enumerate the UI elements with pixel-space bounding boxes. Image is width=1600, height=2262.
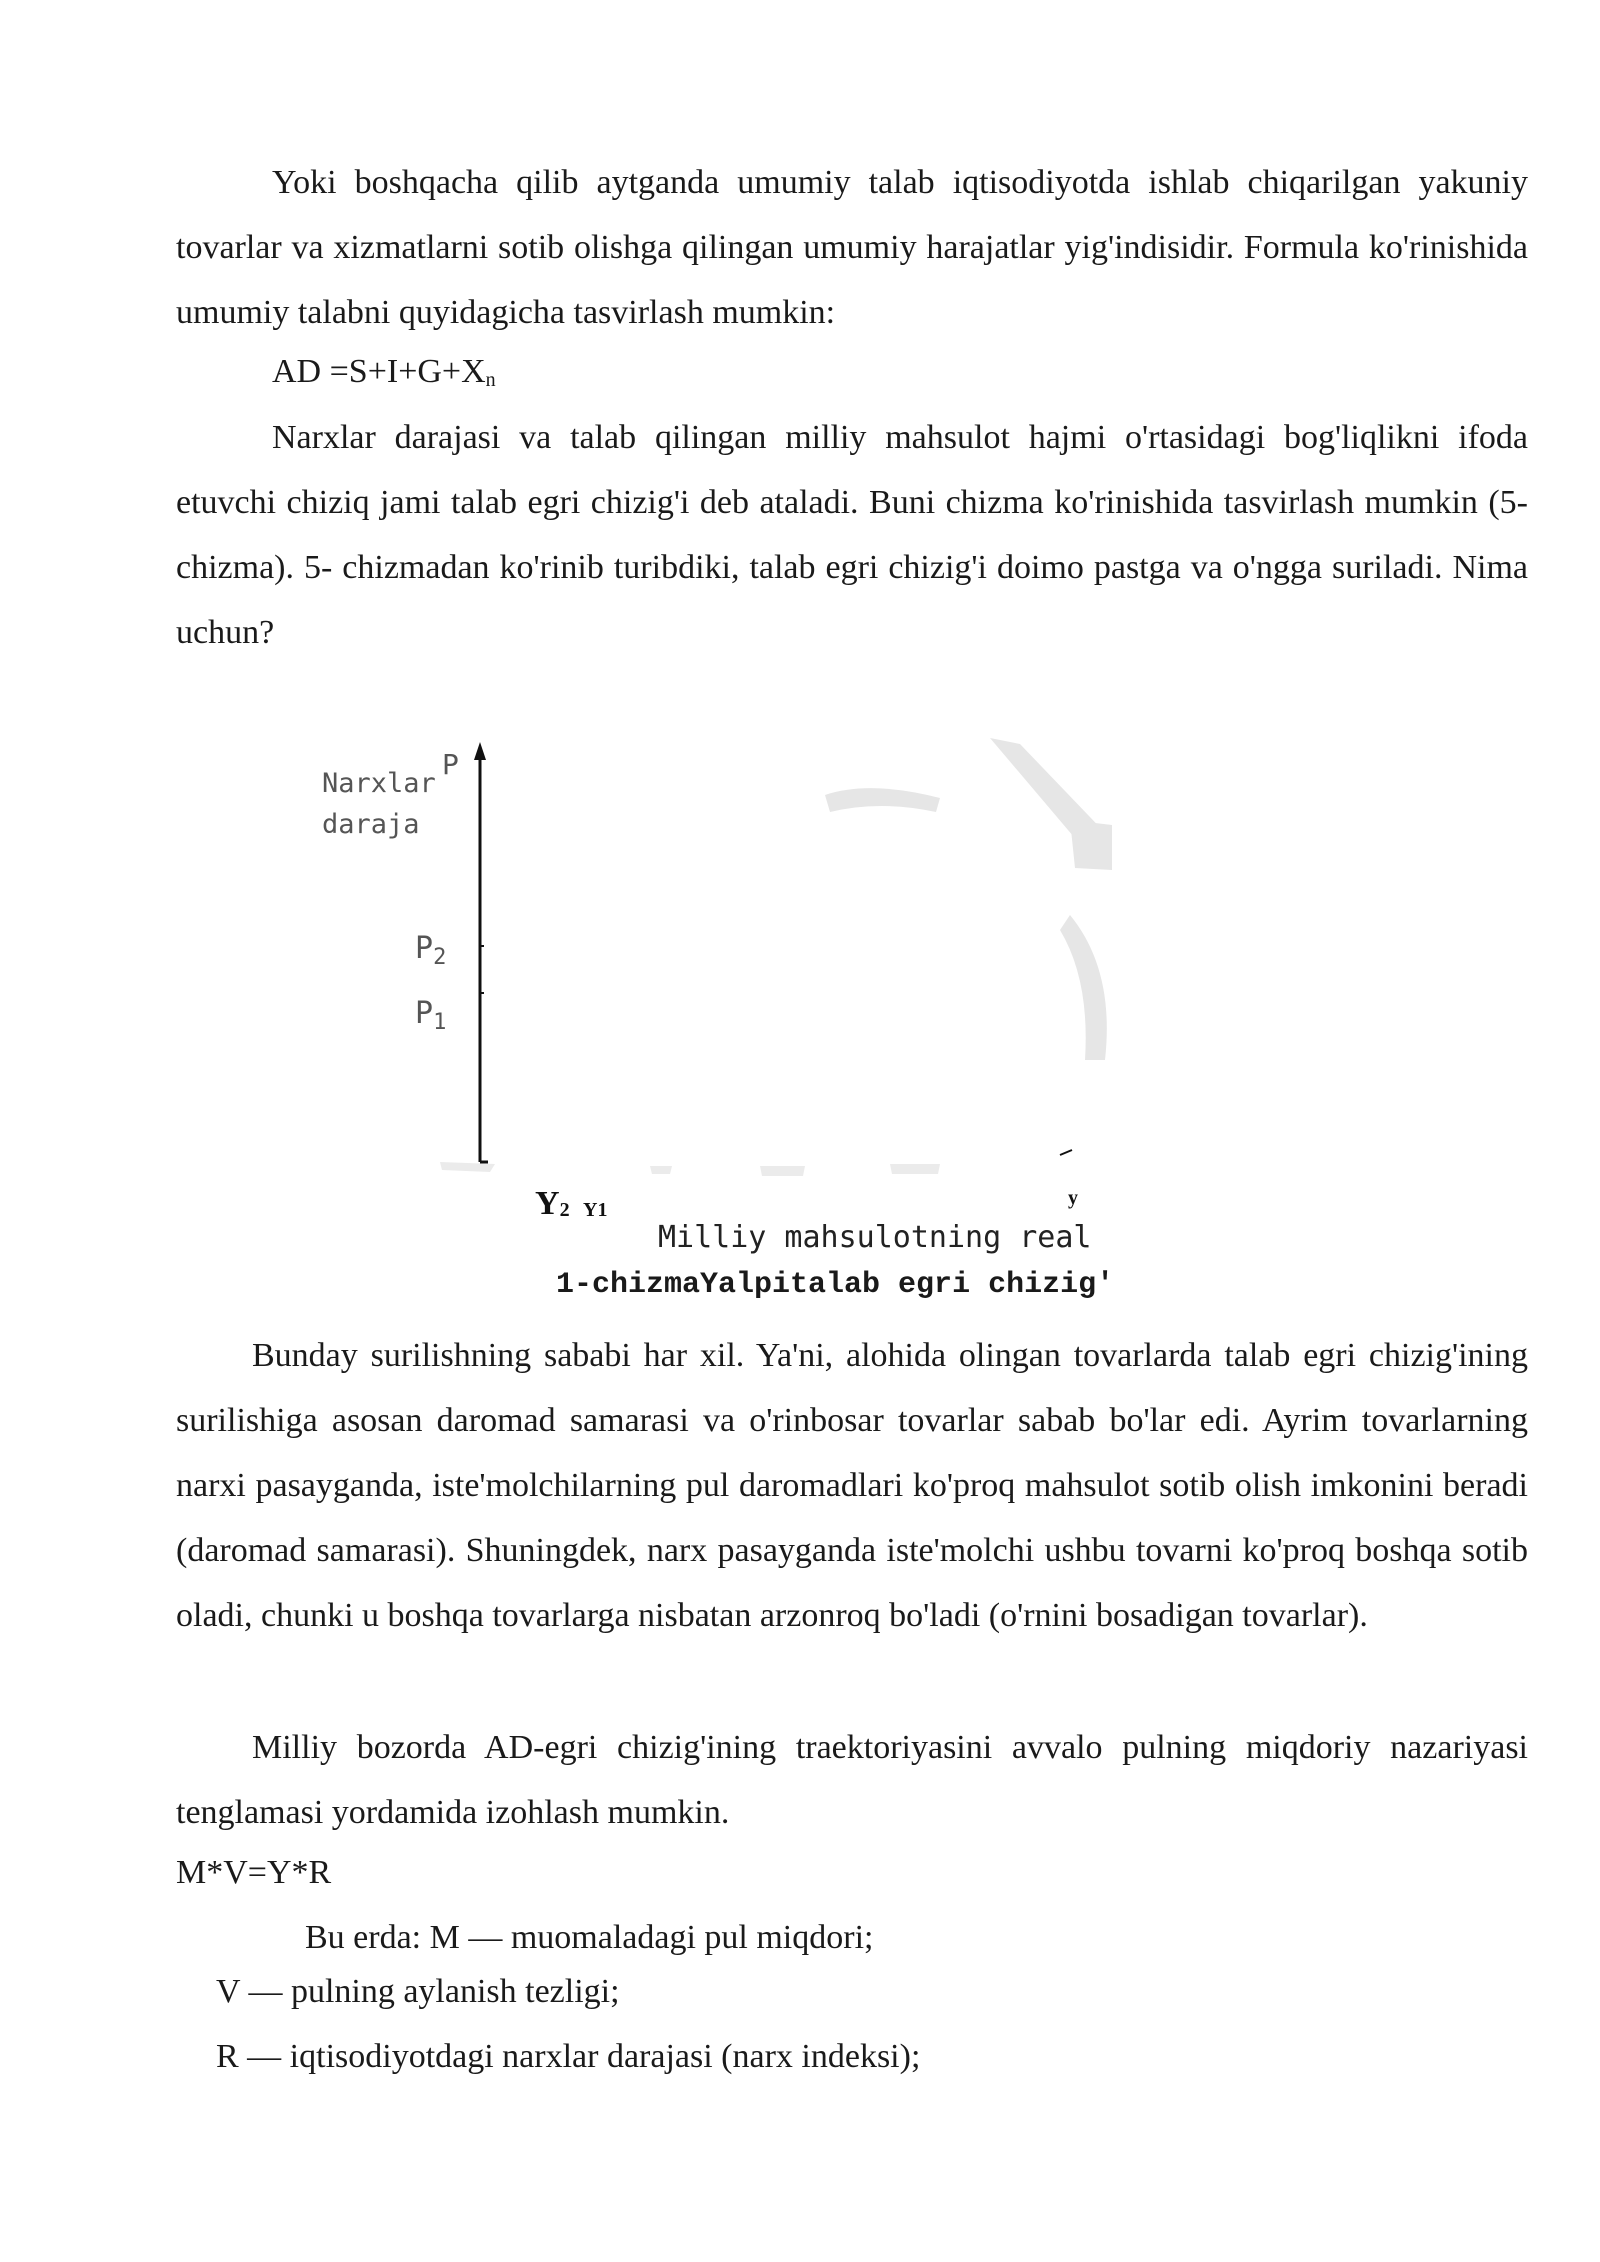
paragraph-2: Narxlar darajasi va talab qilingan milliy mahsulot hajmi o'rtasidagi bog'liqlikni ifoda etuvchi chiziq jami talab egri chizig'i deb ataladi. Buni chizma ko'rinishida tasvirlash mumkin (5- chizma). 5- chizmadan ko'rinib turibdiki, talab egri chizig'i doimo pastga va o'ngga suriladi. Nima uchun?	[176, 419, 1528, 651]
x-tick-y2	[535, 1185, 570, 1222]
formula-ad-subscript: n	[485, 369, 496, 391]
paragraph-3: Bunday surilishning sababi har xil. Ya'ni, alohida olingan tovarlarda talab egri chizig'ining surilishiga asosan daromad samarasi va o'rinbosar tovarlar sabab bo'lar edi. Ayrim tovarlarning narxi pasayganda, iste'molchilarning pul daromadlari ko'proq mahsulot sotib olish imkonini beradi (daromad samarasi). Shuningdek, narx pasayganda iste'molchi ushbu tovarni ko'proq boshqa sotib oladi, chunki u boshqa tovarlarga nisbatan arzonroq bo'ladi (o'rnini bosadigan tovarlar).	[176, 1337, 1528, 1634]
figure-caption: 1-chizmaYalpitalab egri chizig'	[556, 1268, 1115, 1302]
tick-label-p1-letter: P	[415, 996, 434, 1031]
formula-quantity-theory: M*V=Y*R	[176, 1854, 332, 1891]
definition-v: V — pulning aylanish tezligi;	[216, 1973, 620, 2010]
y-axis-label-line2: daraja	[322, 809, 420, 840]
scan-artifacts	[440, 738, 1112, 1176]
tick-label-p1-sub: 1	[433, 1010, 447, 1035]
definition-m: Bu erda: M — muomaladagi pul miqdori;	[305, 1919, 874, 1956]
axis-labels	[322, 748, 1091, 1255]
definition-r: R — iqtisodiyotdagi narxlar darajasi (narx indeksi);	[216, 2038, 921, 2075]
x-tick-y1: Y1	[583, 1199, 608, 1221]
formula-ad-main: AD =S+I+G+X	[272, 353, 486, 390]
paragraph-1: Yoki boshqacha qilib aytganda umumiy talab iqtisodiyotda ishlab chiqarilgan yakuniy tovarlar va xizmatlarni sotib olishga qilingan umumiy harajatlar yig'indisidir. Formula ko'rinishida umumiy talabni quyidagicha tasvirlash mumkin:	[176, 164, 1528, 331]
tick-label-p1	[415, 996, 446, 1035]
x-axis-end-label: y	[1068, 1187, 1078, 1209]
y-axis-letter: P	[442, 748, 459, 781]
tick-label-p2	[415, 931, 446, 970]
x-axis-end-mark	[1060, 1150, 1072, 1155]
tick-label-p2-sub: 2	[433, 945, 447, 970]
paragraph-4: Milliy bozorda AD-egri chizig'ining traektoriyasini avvalo pulning miqdoriy nazariyasi tenglamasi yordamida izohlash mumkin.	[176, 1729, 1528, 1831]
tick-label-p2-letter: P	[415, 931, 434, 966]
y-axis-label-line1: Narxlar	[322, 768, 436, 799]
x-axis-label: Milliy mahsulotning real	[658, 1220, 1092, 1255]
x-tick-y2-sub: 2	[559, 1199, 570, 1221]
axes	[474, 742, 1072, 1162]
y-axis-arrow-icon	[474, 742, 486, 760]
figure-svg	[300, 730, 1200, 1290]
x-tick-y2-letter: Y	[535, 1185, 560, 1222]
demand-curve-figure	[300, 730, 1200, 1290]
formula-ad	[272, 352, 496, 400]
